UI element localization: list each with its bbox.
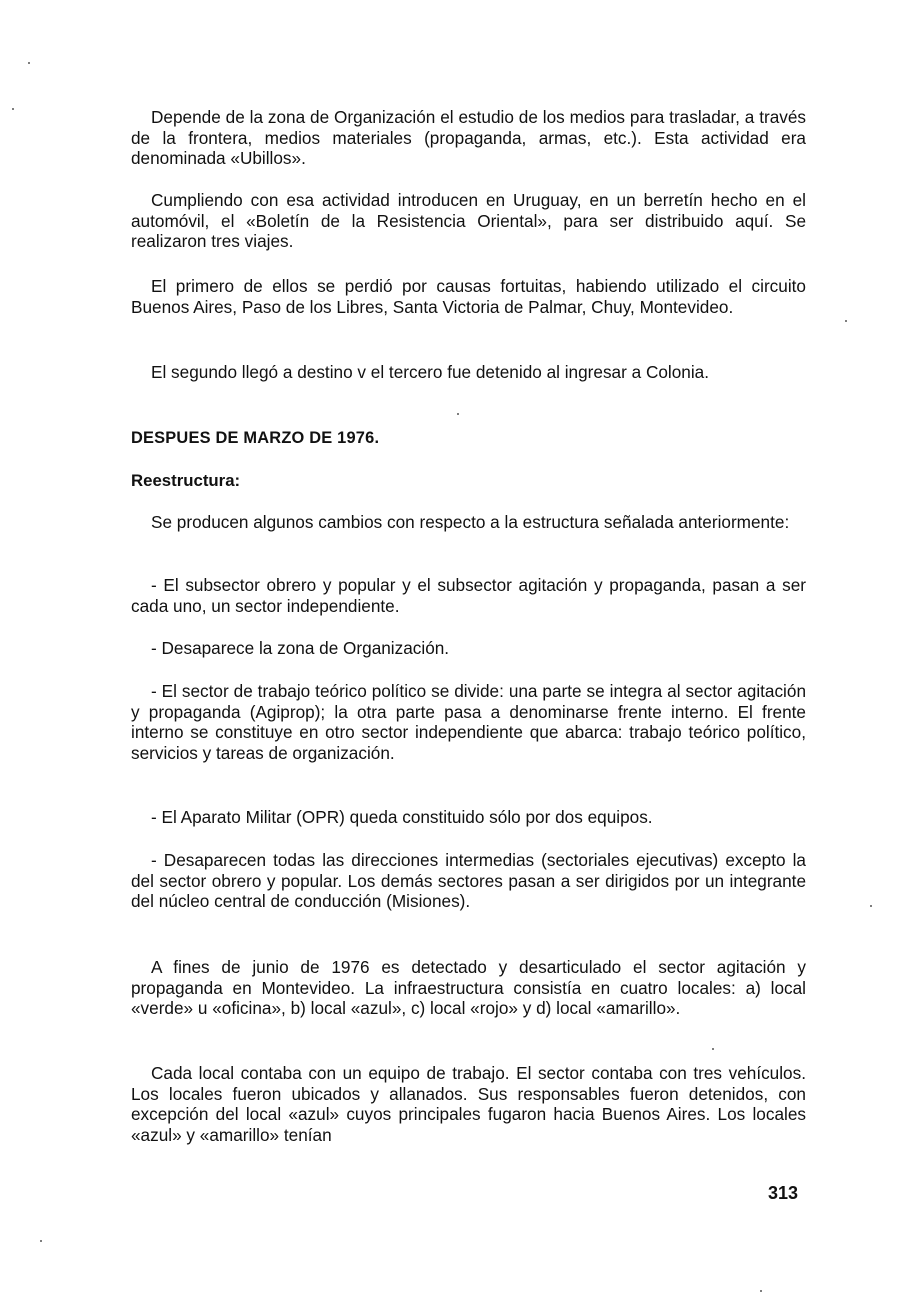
scan-speck	[712, 1048, 714, 1050]
scan-speck	[870, 905, 872, 907]
list-item-zona-organizacion: - Desaparece la zona de Organización.	[151, 638, 450, 658]
paragraph-agiprop: A fines de junio de 1976 es detectado y desarticulado el sector agitación y propaganda en Montevideo. La infraestructura consistía en cuatro locales: a) local «verde» u «oficina», b) local «azul», c) local «rojo» y d) local «amarillo».	[131, 957, 806, 1018]
list-item-frente-interno: - El sector de trabajo teórico político se divide: una parte se integra al sector agitación y propaganda (Agiprop); la otra parte pasa a denominarse frente interno. El frente interno se constituye en otro sector independiente que abarca: trabajo teórico político, servicios y tareas de organización.	[131, 681, 806, 763]
list-item-aparato-militar: - El Aparato Militar (OPR) queda constituido sólo por dos equipos.	[151, 807, 653, 827]
list-item-subsectores: - El subsector obrero y popular y el subsector agitación y propaganda, pasan a ser cada uno, un sector independiente.	[131, 575, 806, 616]
paragraph-cambios: Se producen algunos cambios con respecto a la estructura señalada anteriormente:	[151, 512, 790, 532]
paragraph-locales: Cada local contaba con un equipo de trabajo. El sector contaba con tres vehículos. Los locales fueron ubicados y allanados. Sus responsables fueron detenidos, con excepción del local «azul» cuyos principales fugaron hacia Buenos Aires. Los locales «azul» y «amarillo» tenían	[131, 1063, 806, 1145]
section-heading: DESPUES DE MARZO DE 1976.	[131, 429, 380, 447]
page-number: 313	[768, 1183, 799, 1203]
scan-speck	[28, 62, 30, 64]
paragraph-segundo-viaje: El segundo llegó a destino v el tercero fue detenido al ingresar a Colonia.	[151, 362, 709, 382]
scan-speck	[760, 1290, 762, 1292]
scan-speck	[40, 1240, 42, 1242]
paragraph-boletin: Cumpliendo con esa actividad introducen en Uruguay, en un berretín hecho en el automóvil, el «Boletín de la Resistencia Oriental», para ser distribuido aquí. Se realizaron tres viajes.	[131, 190, 806, 251]
paragraph-ubillos: Depende de la zona de Organización el estudio de los medios para trasladar, a través de la frontera, medios materiales (propaganda, armas, etc.). Esta actividad era denominada «Ubillos».	[131, 107, 806, 168]
scan-speck	[845, 320, 847, 322]
section-subheading: Reestructura:	[131, 471, 241, 490]
list-item-direcciones: - Desaparecen todas las direcciones intermedias (sectoriales ejecutivas) excepto la del sector obrero y popular. Los demás sectores pasan a ser dirigidos por un integrante del núcleo central de conducción (Misiones).	[131, 850, 806, 911]
paragraph-primer-viaje: El primero de ellos se perdió por causas fortuitas, habiendo utilizado el circuito Buenos Aires, Paso de los Libres, Santa Victoria de Palmar, Chuy, Montevideo.	[131, 276, 806, 317]
scan-speck	[12, 108, 14, 110]
scan-speck	[457, 413, 459, 415]
